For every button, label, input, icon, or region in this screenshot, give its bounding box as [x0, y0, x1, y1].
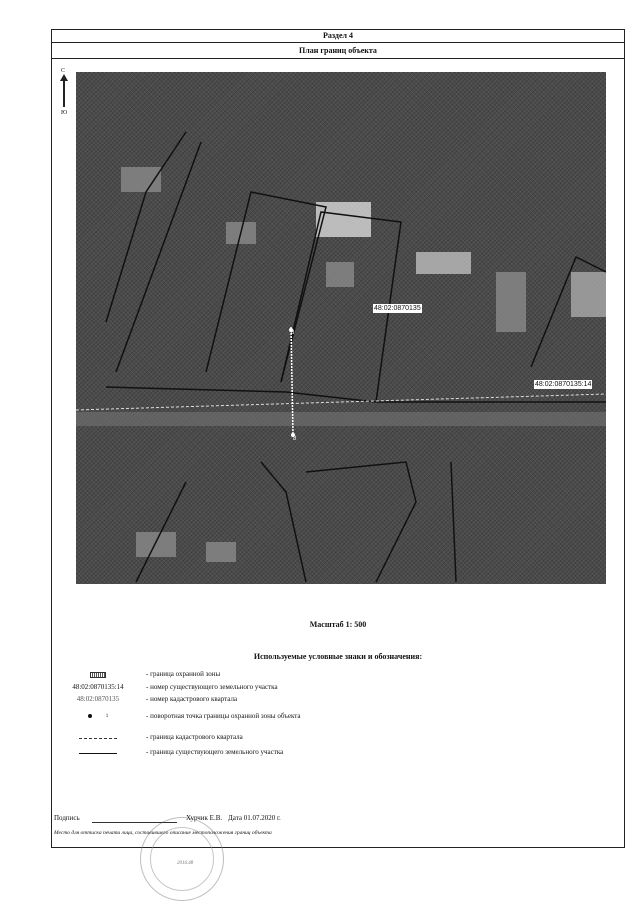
- legend-item-text: - граница кадастрового квартала: [146, 733, 243, 741]
- point-label: 8: [293, 436, 297, 442]
- parcel-line-symbol: [79, 753, 117, 754]
- compass-north-label: С: [61, 68, 66, 74]
- legend-item-text: - номер кадастрового квартала: [146, 695, 238, 703]
- legend-item-text: - поворотная точка границы охранной зоны объекта: [146, 712, 301, 720]
- legend-item-text: - граница существующего земельного участка: [146, 748, 284, 756]
- compass-line: [63, 77, 65, 107]
- stamp-place-note: Место для оттиска печати лица, составившего описание местоположения границ объекта: [54, 830, 272, 836]
- protection-zone-symbol: [90, 672, 106, 678]
- parcel-boundary: [206, 192, 326, 382]
- legend-parcel-number: 48:02:0870135:14: [72, 683, 124, 691]
- compass-south-label: Ю: [61, 110, 68, 116]
- building-shape: [416, 252, 471, 274]
- signer-name: Хурчик Е.В.: [186, 814, 223, 822]
- parcel-boundary: [261, 462, 306, 582]
- building-shape: [571, 272, 606, 317]
- map-scale: Масштаб 1: 500: [309, 620, 367, 629]
- turning-point-icon: [88, 714, 92, 718]
- legend-quarter-number: 48:02:0870135: [76, 695, 120, 703]
- building-shape: [206, 542, 236, 562]
- building-shape: [496, 272, 526, 332]
- compass: [58, 68, 70, 118]
- plan-title: План границ объекта: [52, 43, 624, 59]
- building-shape: [136, 532, 176, 557]
- signature-line: [92, 822, 177, 823]
- parcel-boundary: [106, 132, 186, 322]
- legend-item-text: - номер существующего земельного участка: [146, 683, 278, 691]
- section-header: Раздел 4: [52, 30, 624, 43]
- parcel-boundary: [451, 462, 456, 582]
- signature-date: Дата 01.07.2020 г.: [228, 814, 281, 822]
- legend-item: [52, 712, 624, 724]
- point-label: 8: [291, 330, 295, 336]
- parcel-boundary: [306, 462, 416, 582]
- legend-title: Используемые условные знаки и обозначения:: [253, 652, 423, 661]
- legend-item: [52, 683, 624, 695]
- parcel-number-label: 48:02:0870135:14: [535, 381, 592, 388]
- legend-item: [52, 733, 624, 745]
- legend-point-number: 1: [105, 713, 109, 719]
- building-shape: [326, 262, 354, 287]
- cadastral-quarter-line-symbol: [79, 738, 117, 739]
- legend-item: [52, 748, 624, 760]
- satellite-map: [76, 72, 606, 584]
- stamp-text: 2016.48: [177, 861, 194, 866]
- legend-item: [52, 670, 624, 682]
- signature-label: Подпись: [54, 814, 80, 822]
- parcel-boundary: [106, 387, 606, 402]
- legend-item: [52, 695, 624, 707]
- cadastral-number-label: 48:02:0870135: [374, 305, 421, 312]
- document-frame: [51, 29, 625, 866]
- legend-item-text: - граница охранной зоны: [146, 670, 221, 678]
- map-overlay: [76, 72, 606, 584]
- road-shape: [76, 412, 606, 426]
